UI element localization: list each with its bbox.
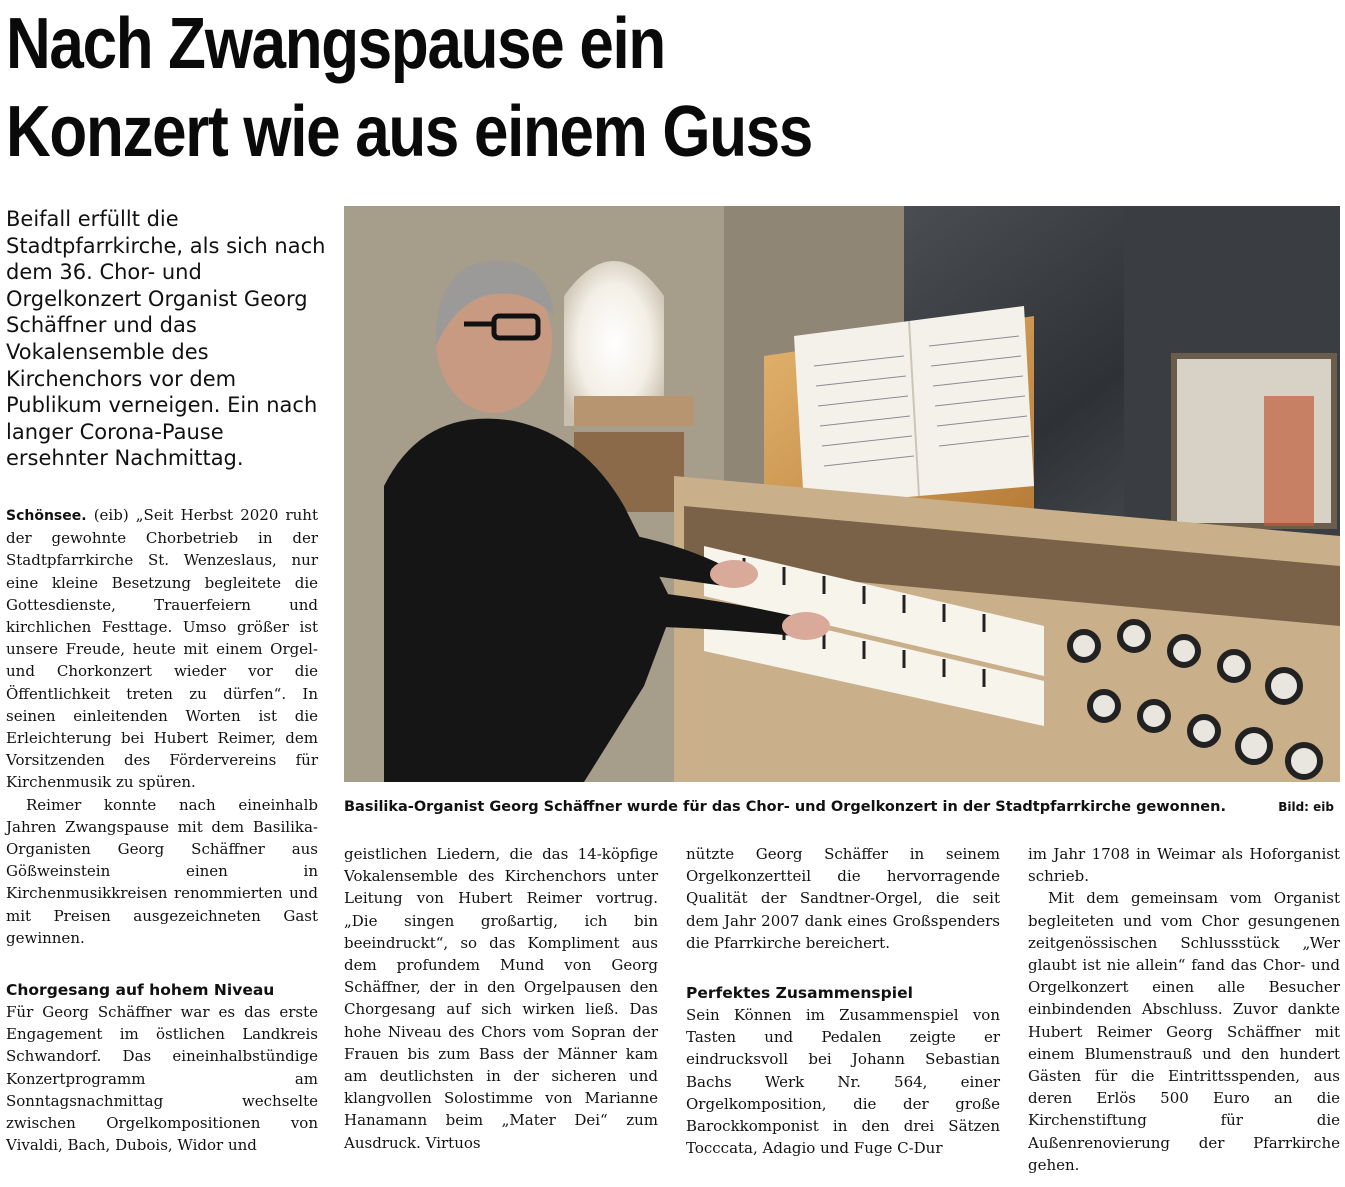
article-column-1	[6, 504, 318, 1156]
headline	[6, 0, 1150, 176]
dateline: Schönsee.	[6, 508, 87, 524]
photo-caption-bar	[344, 796, 1334, 818]
organist-photo	[344, 206, 1340, 782]
photo-credit: Bild: eib	[1278, 800, 1334, 814]
headline-line-1: Nach Zwangspause ein	[6, 4, 665, 84]
article-column-4	[1028, 843, 1340, 1176]
subhead-zusammenspiel: Perfektes Zusammenspiel	[686, 984, 913, 1003]
article-column-2	[344, 843, 658, 1154]
subhead-chorgesang: Chorgesang auf hohem Niveau	[6, 981, 275, 1000]
paragraph-1	[6, 504, 318, 794]
paragraph-2: Reimer konnte nach eineinhalb Jahren Zwangspause mit dem Basilika-Organisten Georg Schäffner aus Gößweinstein einen in Kirchenmusikkreisen renommierten und mit Preisen ausgezeichneten Gast gewinnen.	[6, 795, 318, 947]
paragraph-5: nützte Georg Schäffer in seinem Orgelkonzertteil die hervorragende Qualität der Sandtner-Orgel, die seit dem Jahr 2007 dank eines Großspenders die Pfarrkirche bereichert.	[686, 845, 1000, 952]
paragraph-1-text: (eib) „Seit Herbst 2020 ruht der gewohnte Chorbetrieb in der Stadtpfarrkirche St. Wenzeslaus, nur eine kleine Besetzung begleitete die Gottesdienste, Trauerfeiern und kirchlichen Festtage. Umso größer ist unsere Freude, heute mit einem Orgel- und Chorkonzert wieder vor die Öffentlichkeit treten zu dürfen“. In seinen einleitenden Worten ist die Erleichterung bei Hubert Reimer, dem Vorsitzenden des Fördervereins für Kirchenmusik zu spüren.	[6, 506, 318, 792]
article-column-3	[686, 843, 1000, 1159]
photo-caption: Basilika-Organist Georg Schäffner wurde für das Chor- und Orgelkonzert in der Stadtpfarrkirche gewonnen.	[344, 799, 1226, 815]
paragraph-7: im Jahr 1708 in Weimar als Hoforganist schrieb.	[1028, 845, 1340, 886]
headline-line-2: Konzert wie aus einem Guss	[6, 92, 813, 172]
paragraph-4: geistlichen Liedern, die das 14-köpfige Vokalensemble des Kirchenchors unter Leitung von Hubert Reimer vortrug. „Die singen großartig, ich bin beeindruckt“, so das Kompliment aus dem profundem Mund von Georg Schäffner, der in den Orgelpausen den Chorgesang auf sich wirken ließ. Das hohe Niveau des Chors vom Sopran der Frauen bis zum Bass der Männer kam am deutlichsten in der sicheren und klangvollen Solostimme von Marianne Hanamann beim „Mater Dei“ zum Ausdruck. Virtuos	[344, 845, 658, 1152]
organist-photo-illustration	[344, 206, 1340, 782]
paragraph-3: Für Georg Schäffner war es das erste Engagement im östlichen Landkreis Schwandorf. Das eineinhalbstündige Konzertprogramm am Sonntagsnachmittag wechselte zwischen Orgelkompositionen von Vivaldi, Bach, Dubois, Widor und	[6, 1003, 318, 1155]
paragraph-6: Sein Können im Zusammenspiel von Tasten und Pedalen zeigte er eindrucksvoll bei Johann Sebastian Bachs Werk Nr. 564, einer Orgelkomposition, die der große Barockkomponist in den drei Sätzen Tocccata, Adagio und Fuge C-Dur	[686, 1006, 1000, 1158]
paragraph-8: Mit dem gemeinsam vom Organist begleiteten und vom Chor gesungenen zeitgenössischen Schlussstück „Wer glaubt ist nie allein“ fand das Chor- und Orgelkonzert einen alle Besucher einbindenden Abschluss. Zuvor dankte Hubert Reimer Georg Schäffner mit einem Blumenstrauß und den hundert Gästen für die Eintrittsspenden, aus deren Erlös 500 Euro an die Kirchenstiftung für die Außenrenovierung der Pfarrkirche gehen.	[1028, 889, 1340, 1174]
lead-paragraph: Beifall erfüllt die Stadtpfarrkirche, als sich nach dem 36. Chor- und Orgelkonzert Organist Georg Schäffner und das Vokalensemble des Kirchenchors vor dem Publikum verneigen. Ein nach langer Corona-Pause ersehnter Nachmittag.	[6, 207, 326, 471]
